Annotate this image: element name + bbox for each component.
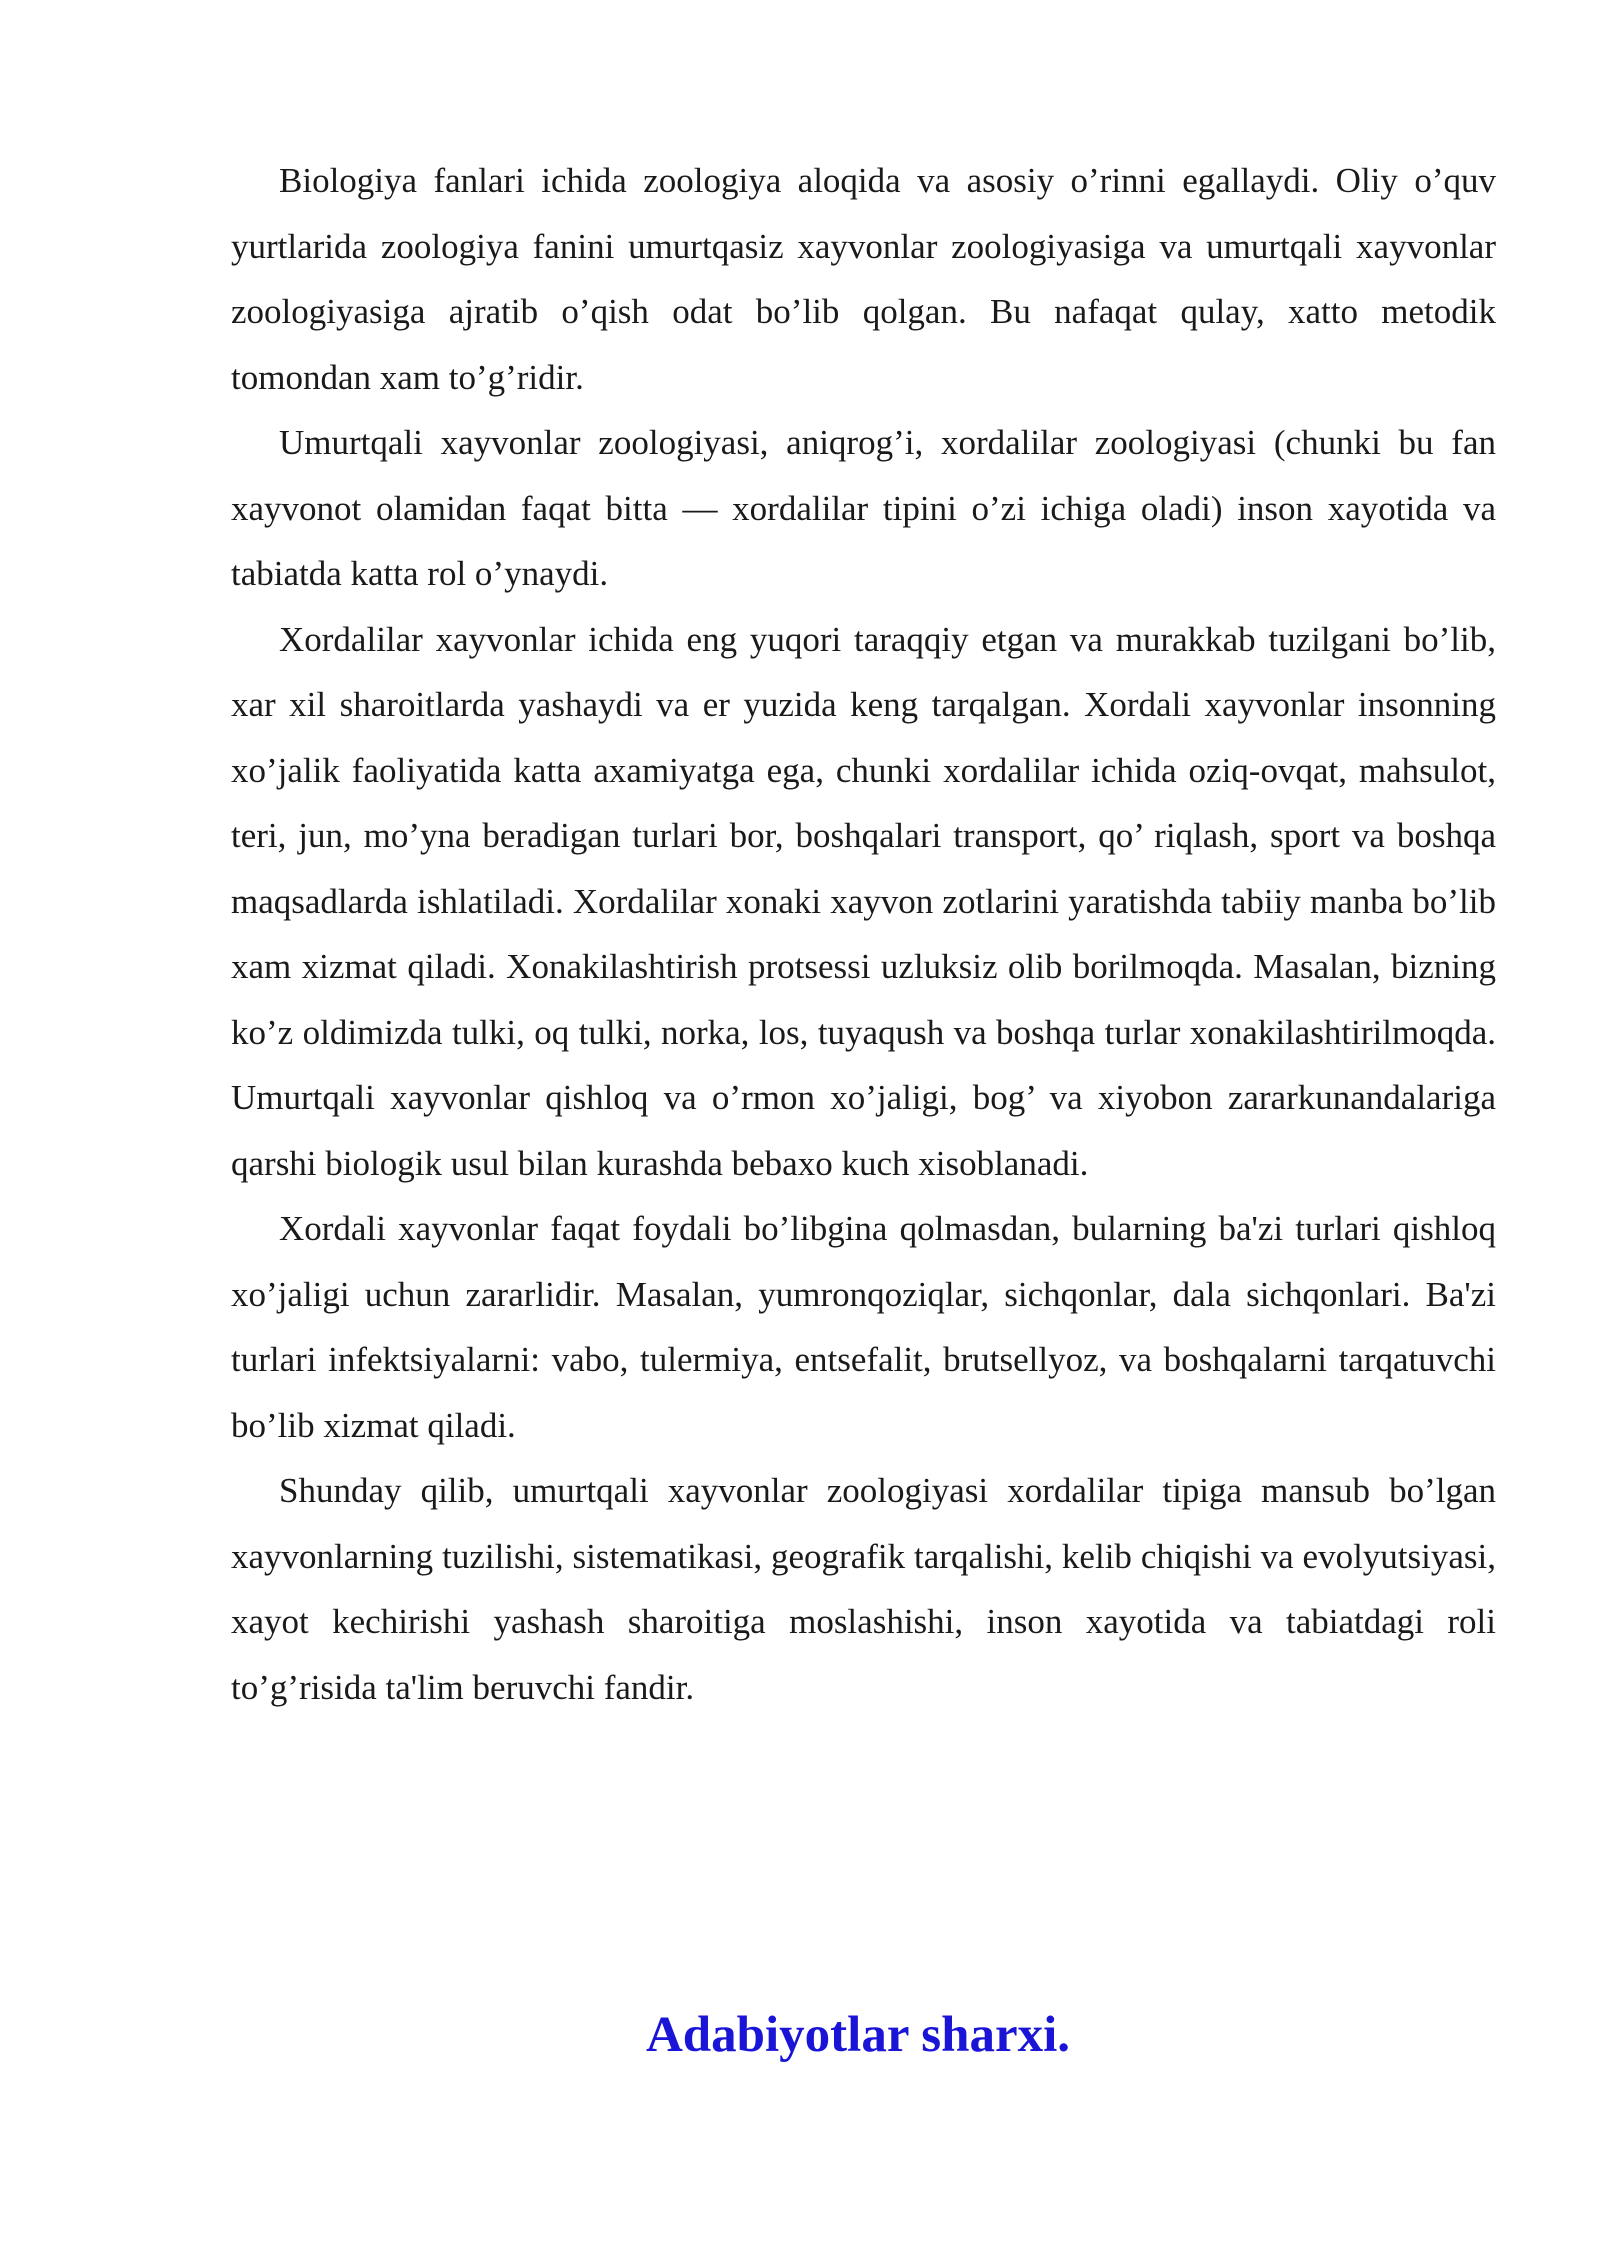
section-heading: Adabiyotlar sharxi. — [645, 2007, 1071, 2063]
paragraph-1: Biologiya fanlari ichida zoologiya aloqida va asosiy o’rinni egallaydi. Oliy o’quv yurtlarida zoologiya fanini umurtqasiz xayvonlar zoologiyasiga va umurtqali xayvonlar zoologiyasiga ajratib o’qish odat bo’lib qolgan. Bu nafaqat qulay, xatto metodik tomondan xam to’g’ridir. — [231, 161, 1496, 397]
body-text — [231, 148, 1496, 1720]
paragraph-5: Shunday qilib, umurtqali xayvonlar zoologiyasi xordalilar tipiga mansub bo’lgan xayvonlarning tuzilishi, sistematikasi, geografik tarqalishi, kelib chiqishi va evolyutsiyasi, xayot kechirishi yashash sharoitiga moslashishi, inson xayotida va tabiatdagi roli to’g’risida ta'lim beruvchi fandir. — [231, 1471, 1496, 1707]
paragraph-3: Xordalilar xayvonlar ichida eng yuqori taraqqiy etgan va murakkab tuzilgani bo’lib, xar xil sharoitlarda yashaydi va er yuzida keng tarqalgan. Xordali xayvonlar insonning xo’jalik faoliyatida katta axamiyatga ega, chunki xordalilar ichida oziq-ovqat, mahsulot, teri, jun, mo’yna beradigan turlari bor, boshqalari transport, qo’ riqlash, sport va boshqa maqsadlarda ishlatiladi. Xordalilar xonaki xayvon zotlarini yaratishda tabiiy manba bo’lib xam xizmat qiladi. Xonakilashtirish protsessi uzluksiz olib borilmoqda. Masalan, bizning ko’z oldimizda tulki, oq tulki, norka, los, tuyaqush va boshqa turlar xonakilashtirilmoqda. Umurtqali xayvonlar qishloq va o’rmon xo’jaligi, bog’ va xiyobon zararkunandalariga qarshi biologik usul bilan kurashda bebaxo kuch xisoblanadi. — [231, 619, 1496, 1183]
paragraph-2: Umurtqali xayvonlar zoologiyasi, aniqrog’i, xordalilar zoologiyasi (chunki bu fan xayvonot olamidan faqat bitta — xordalilar tipini o’zi ichiga oladi) inson xayotida va tabiatda katta rol o’ynaydi. — [231, 423, 1496, 593]
paragraph-4: Xordali xayvonlar faqat foydali bo’libgina qolmasdan, bularning ba'zi turlari qishloq xo’jaligi uchun zararlidir. Masalan, yumronqoziqlar, sichqonlar, dala sichqonlari. Ba'zi turlari infektsiyalarni: vabo, tulermiya, entsefalit, brutsellyoz, va boshqalarni tarqatuvchi bo’lib xizmat qiladi. — [231, 1209, 1496, 1445]
